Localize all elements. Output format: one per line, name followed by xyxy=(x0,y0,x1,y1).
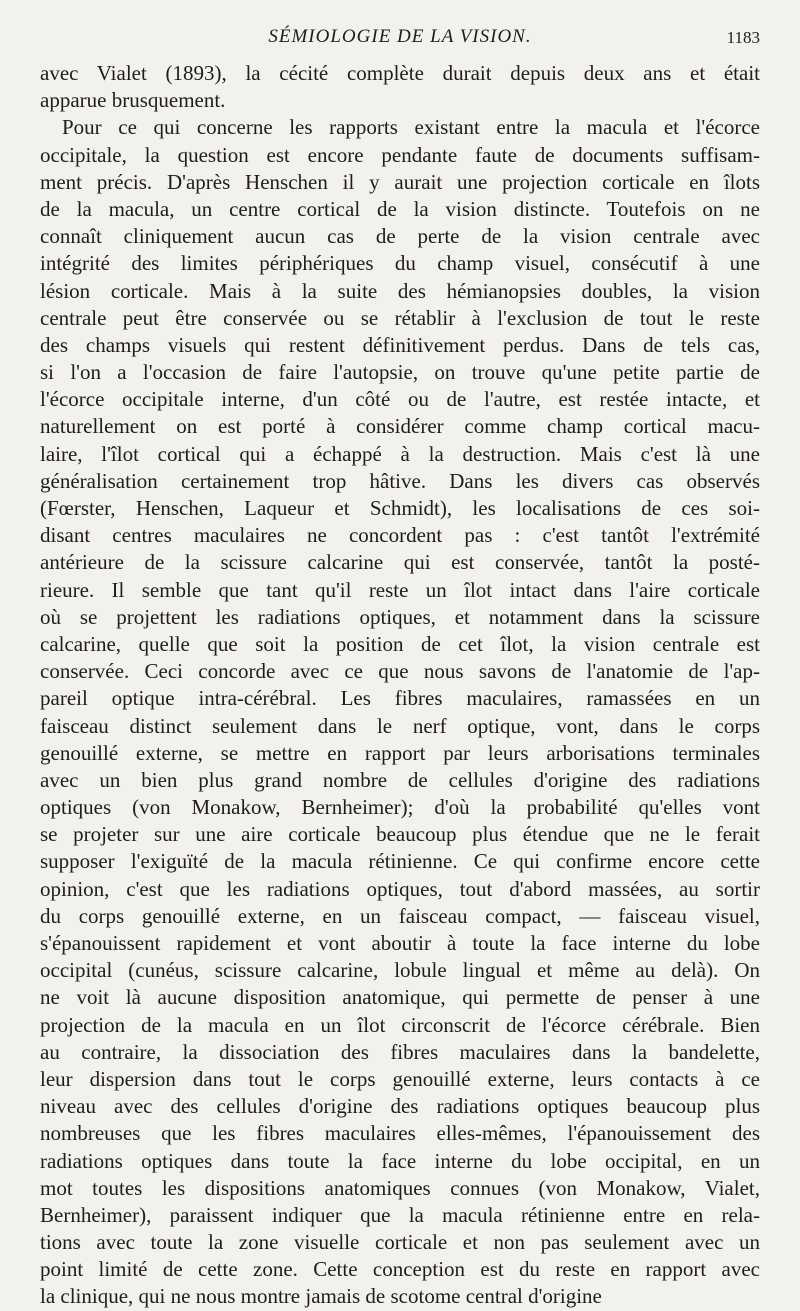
text-line: si l'on a l'occasion de faire l'autopsie, on trouve qu'une petite partie de xyxy=(40,360,760,385)
text-line: (Fœrster, Henschen, Laqueur et Schmidt), les localisations de ces soi- xyxy=(40,496,760,520)
text-line: naturellement on est porté à considérer comme champ cortical macu- xyxy=(40,414,760,439)
text-line: de la macula, un centre cortical de la vision distincte. Toutefois on ne xyxy=(40,196,760,221)
text-line: calcarine, quelle que soit la position de cet îlot, la vision centrale est xyxy=(40,631,760,656)
text-line: projection de la macula en un îlot circonscrit de l'écorce cérébrale. Bien xyxy=(40,1012,760,1037)
text-line: antérieure de la scissure calcarine qui est conservée, tantôt la posté- xyxy=(40,550,760,575)
text-line: du corps genouillé externe, en un faisceau compact, — faisceau visuel, xyxy=(40,903,760,928)
text-line: s'épanouissent rapidement et vont aboutir à toute la face interne du lobe xyxy=(40,931,760,955)
text-line: leur dispersion dans tout le corps genouillé externe, leurs contacts à ce xyxy=(40,1066,760,1091)
text-line: laire, l'îlot cortical qui a échappé à la destruction. Mais c'est là une xyxy=(40,441,760,466)
paragraph-first-line: Pour ce qui concerne les rapports existant entre la macula et l'écorce xyxy=(62,115,760,140)
text-line: faisceau distinct seulement dans le nerf optique, vont, dans le corps xyxy=(40,713,760,738)
text-line: radiations optiques dans toute la face interne du lobe occipital, en un xyxy=(40,1148,760,1173)
text-line: ment précis. D'après Henschen il y aurait une projection corticale en îlots xyxy=(40,169,760,194)
running-head xyxy=(0,24,800,52)
text-line: occipital (cunéus, scissure calcarine, lobule lingual et même au delà). On xyxy=(40,958,760,983)
text-line: au contraire, la dissociation des fibres maculaires dans la bandelette, xyxy=(40,1039,760,1064)
running-title: SÉMIOLOGIE DE LA VISION. xyxy=(268,26,532,47)
text-line: la clinique, qui ne nous montre jamais de scotome central d'origine xyxy=(40,1284,602,1309)
text-line: centrale peut être conservée ou se rétablir à l'exclusion de tout le reste xyxy=(40,305,760,330)
text-line: intégrité des limites périphériques du champ visuel, consécutif à une xyxy=(40,251,760,276)
text-line: tions avec toute la zone visuelle corticale et non pas seulement avec un xyxy=(40,1230,760,1255)
text-line: des champs visuels qui restent définitivement perdus. Dans de tels cas, xyxy=(40,332,760,357)
body-text xyxy=(40,60,760,1311)
text-line: l'écorce occipitale interne, d'un côté ou de l'autre, est restée intacte, et xyxy=(40,387,760,412)
text-line: opinion, c'est que les radiations optiques, tout d'abord massées, au sortir xyxy=(40,876,760,901)
text-line: genouillé externe, se mettre en rapport par leurs arborisations terminales xyxy=(40,740,760,765)
text-line: connaît cliniquement aucun cas de perte de la vision centrale avec xyxy=(40,224,760,249)
text-line: Bernheimer), paraissent indiquer que la macula rétinienne entre en rela- xyxy=(40,1202,760,1227)
text-line: rieure. Il semble que tant qu'il reste un îlot intact dans l'aire corticale xyxy=(40,577,760,602)
text-line: supposer l'exiguïté de la macula rétinienne. Ce qui confirme encore cette xyxy=(40,849,760,874)
text-line: avec Vialet (1893), la cécité complète durait depuis deux ans et était xyxy=(40,61,760,85)
text-line: où se projettent les radiations optiques, et notamment dans la scissure xyxy=(40,604,760,629)
text-line: avec un bien plus grand nombre de cellules d'origine des radiations xyxy=(40,767,760,792)
text-line: conservée. Ceci concorde avec ce que nous savons de l'anatomie de l'ap- xyxy=(40,659,760,684)
text-line: lésion corticale. Mais à la suite des hémianopsies doubles, la vision xyxy=(40,278,760,303)
text-line: point limité de cette zone. Cette conception est du reste en rapport avec xyxy=(40,1257,760,1282)
text-line: niveau avec des cellules d'origine des radiations optiques beaucoup plus xyxy=(40,1094,760,1119)
page-number: 1183 xyxy=(726,28,760,47)
text-line: apparue brusquement. xyxy=(40,88,226,113)
text-line: occipitale, la question est encore pendante faute de documents suffisam- xyxy=(40,142,760,167)
text-line: pareil optique intra-cérébral. Les fibres maculaires, ramassées en un xyxy=(40,686,760,711)
text-line: généralisation certainement trop hâtive. Dans les divers cas observés xyxy=(40,468,760,493)
text-line: se projeter sur une aire corticale beaucoup plus étendue que ne le ferait xyxy=(40,822,760,847)
text-line: optiques (von Monakow, Bernheimer); d'où la probabilité qu'elles vont xyxy=(40,795,760,820)
text-line: ne voit là aucune disposition anatomique, qui permette de penser à une xyxy=(40,985,760,1010)
text-line: nombreuses que les fibres maculaires elles-mêmes, l'épanouissement des xyxy=(40,1121,760,1146)
text-line: mot toutes les dispositions anatomiques connues (von Monakow, Vialet, xyxy=(40,1175,760,1200)
text-line: disant centres maculaires ne concordent pas : c'est tantôt l'extrémité xyxy=(40,523,760,548)
